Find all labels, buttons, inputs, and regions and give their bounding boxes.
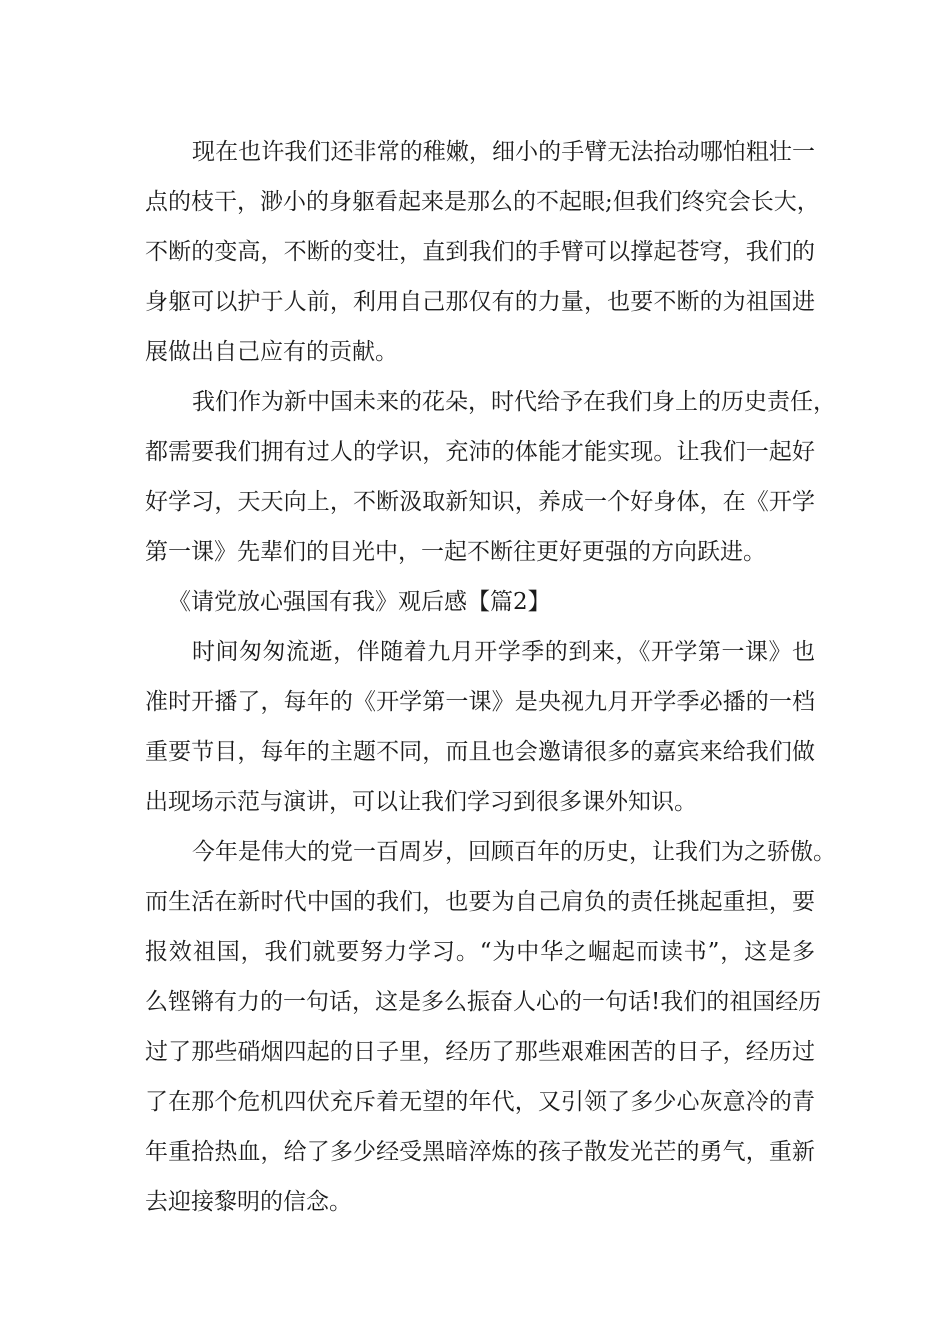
paragraph-line: 而生活在新时代中国的我们，也要为自己肩负的责任挑起重担，要	[145, 889, 815, 915]
paragraph-line: 报效祖国，我们就要努力学习。“为中华之崛起而读书”，这是多	[145, 939, 815, 965]
paragraph-line: 都需要我们拥有过人的学识，充沛的体能才能实现。让我们一起好	[145, 439, 815, 465]
paragraph-line: 点的枝干，渺小的身躯看起来是那么的不起眼;但我们终究会长大，	[145, 189, 820, 215]
paragraph-line: 我们作为新中国未来的花朵，时代给予在我们身上的历史责任，	[192, 389, 836, 415]
paragraph-line: 么铿锵有力的一句话，这是多么振奋人心的一句话!我们的祖国经历	[145, 989, 822, 1015]
paragraph-line: 不断的变高，不断的变壮，直到我们的手臂可以撑起苍穹，我们的	[145, 239, 815, 265]
paragraph-line: 年重拾热血，给了多少经受黑暗淬炼的孩子散发光芒的勇气，重新	[145, 1139, 815, 1165]
paragraph-line: 过了那些硝烟四起的日子里，经历了那些艰难困苦的日子，经历过	[145, 1039, 815, 1065]
paragraph-line: 重要节目，每年的主题不同，而且也会邀请很多的嘉宾来给我们做	[145, 739, 815, 765]
paragraph-line: 现在也许我们还非常的稚嫩，细小的手臂无法抬动哪怕粗壮一	[192, 139, 815, 165]
section-heading: 《请党放心强国有我》观后感【篇2】	[168, 589, 551, 615]
paragraph-line: 了在那个危机四伏充斥着无望的年代，又引领了多少心灰意冷的青	[145, 1089, 815, 1115]
paragraph-line: 第一课》先辈们的目光中，一起不断往更好更强的方向跃进。	[145, 539, 766, 565]
paragraph-line: 出现场示范与演讲，可以让我们学习到很多课外知识。	[145, 789, 697, 815]
paragraph-line: 展做出自己应有的贡献。	[145, 339, 398, 365]
paragraph-line: 准时开播了，每年的《开学第一课》是央视九月开学季必播的一档	[145, 689, 815, 715]
paragraph-line: 今年是伟大的党一百周岁，回顾百年的历史，让我们为之骄傲。	[192, 839, 836, 865]
paragraph-line: 去迎接黎明的信念。	[145, 1189, 352, 1215]
paragraph-line: 好学习，天天向上，不断汲取新知识，养成一个好身体，在《开学	[145, 489, 815, 515]
paragraph-line: 身躯可以护于人前，利用自己那仅有的力量，也要不断的为祖国进	[145, 289, 815, 315]
paragraph-line: 时间匆匆流逝，伴随着九月开学季的到来，《开学第一课》也	[192, 639, 815, 665]
